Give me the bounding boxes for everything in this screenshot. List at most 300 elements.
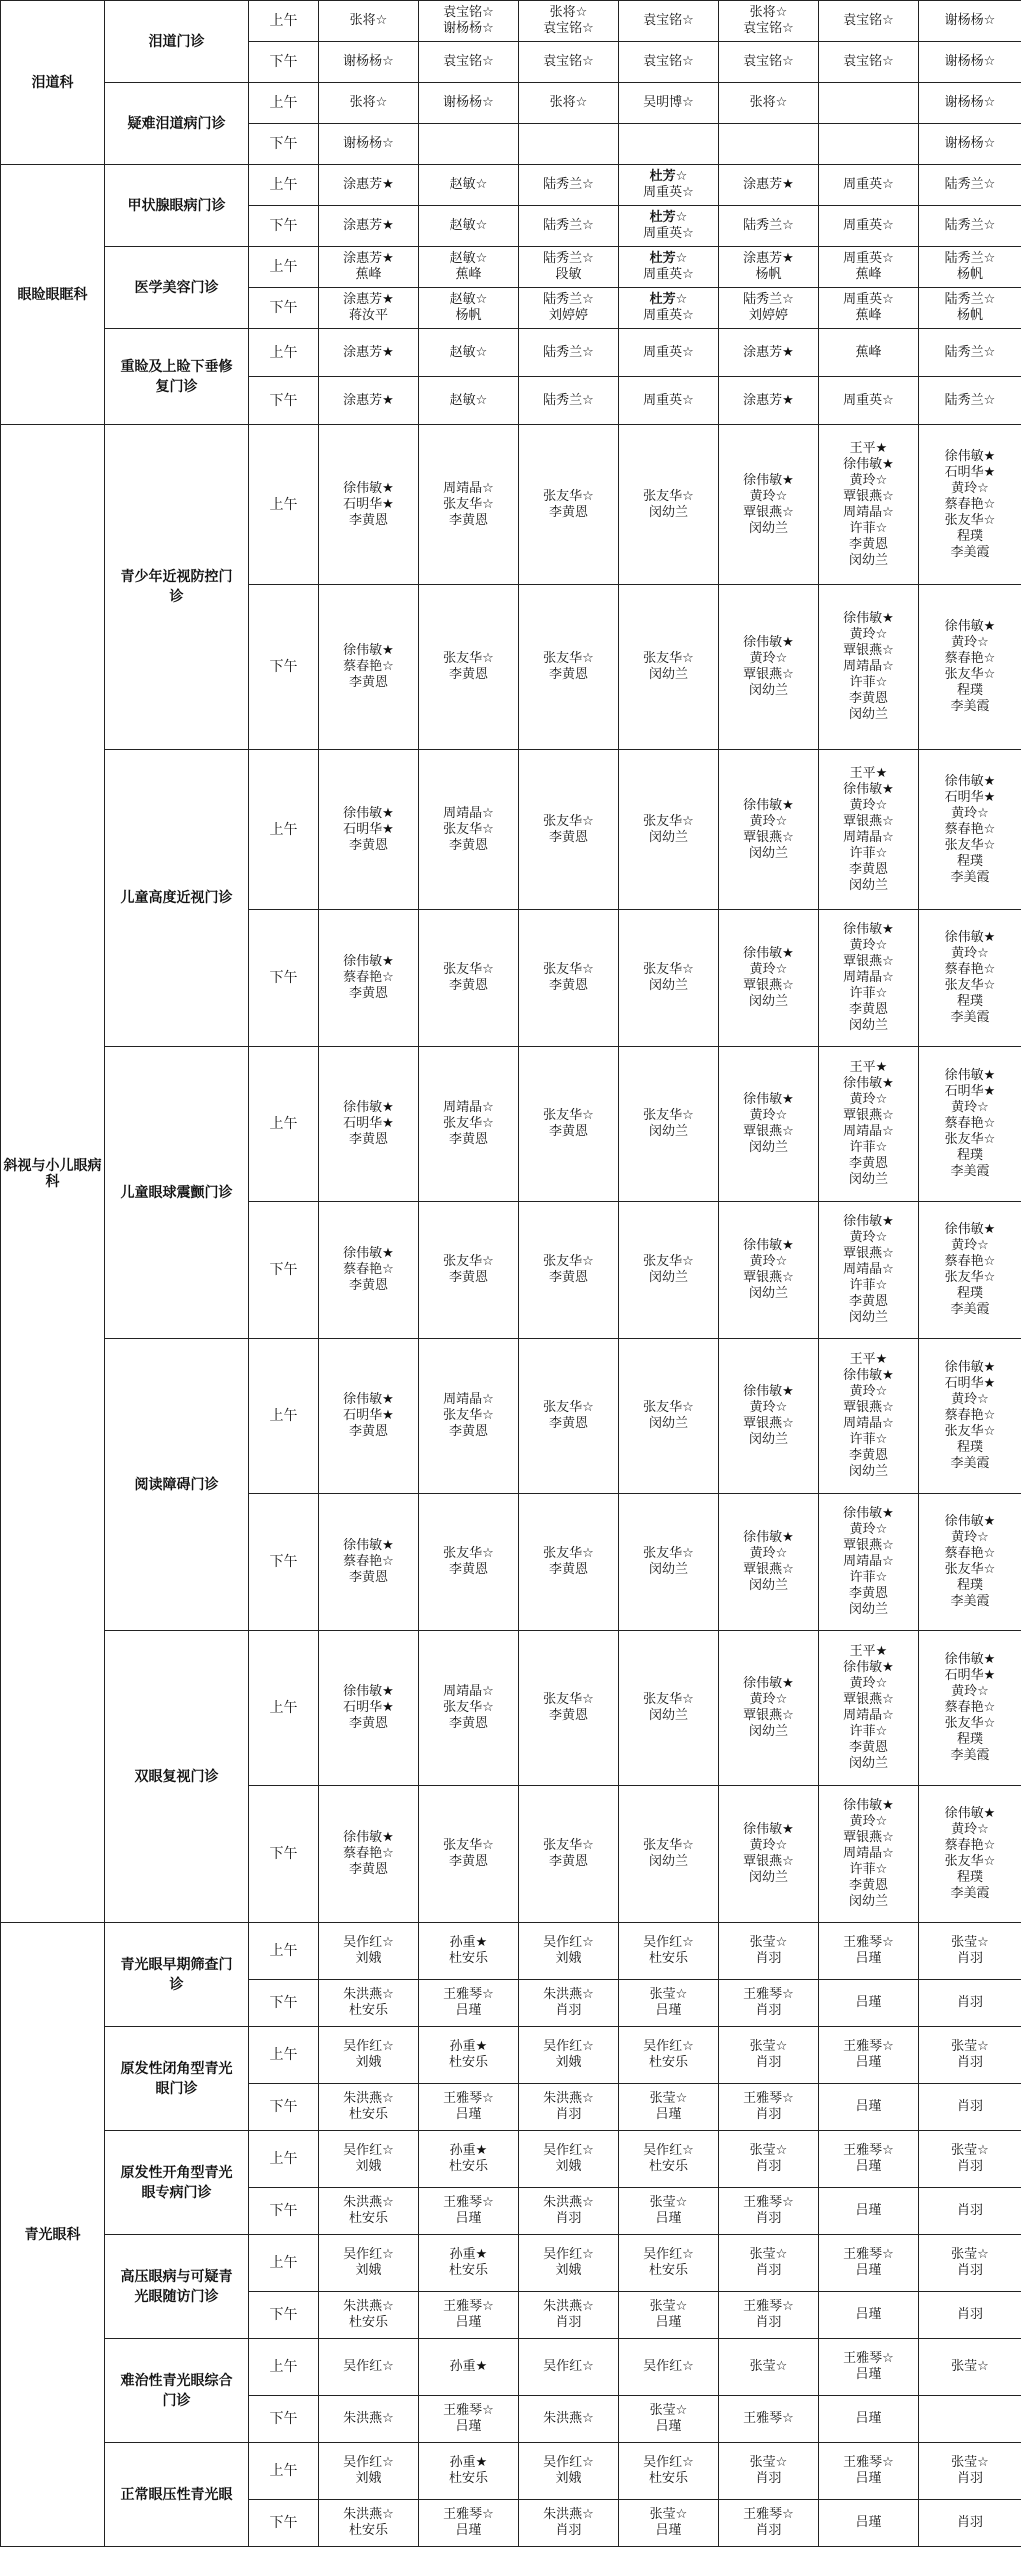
doctor-cell: [719, 165, 819, 206]
doctor-name: 周重英☆: [843, 177, 894, 192]
clinic-name: 阅读障碍门诊: [105, 1339, 249, 1631]
doctor-cell: [919, 288, 1021, 329]
doctor-name: 周靖晶☆: [443, 480, 494, 496]
doctor-name: 蔡春艳☆: [944, 1408, 996, 1423]
doctor-cell: [319, 2292, 419, 2339]
doctor-cell: [619, 2084, 719, 2131]
doctor-name: 张莹☆: [649, 2403, 688, 2418]
doctor-cell: [519, 1494, 619, 1631]
doctor-name: 徐伟敏★: [843, 1660, 894, 1675]
doctor-name: 黄玲☆: [951, 805, 989, 821]
clinic-name: 青光眼早期筛查门诊: [105, 1923, 249, 2027]
doctor-name: 肖羽: [956, 2159, 983, 2174]
doctor-name: 杨帆: [455, 308, 482, 323]
schedule-row: [1, 750, 1021, 910]
doctor-name: 吴作红☆: [343, 2039, 394, 2054]
doctor-cell: [419, 2500, 519, 2547]
doctor-cell: [319, 247, 419, 288]
doctor-name: 吕瑾: [455, 2003, 482, 2018]
doctor-name: 刘娥: [555, 2263, 582, 2278]
doctor-name: 覃银燕☆: [743, 1270, 794, 1285]
doctor-cell: [719, 2235, 819, 2292]
doctor-name: 徐伟敏★: [743, 797, 794, 813]
doctor-name: 徐伟敏★: [843, 1076, 894, 1091]
doctor-cell: [719, 288, 819, 329]
doctor-name: 李黄恩: [548, 1854, 588, 1869]
doctor-cell: [319, 2188, 419, 2235]
doctor-name: 杜芳☆: [649, 210, 688, 225]
doctor-name: 徐伟敏★: [743, 946, 794, 961]
doctor-cell: [319, 1, 419, 42]
doctor-name: 黄玲☆: [849, 1092, 888, 1107]
doctor-name: 闵幼兰: [848, 1018, 888, 1033]
doctor-name: 李美霞: [950, 1594, 990, 1609]
doctor-cell: [419, 2131, 519, 2188]
session-time: 下午: [249, 1202, 319, 1339]
doctor-name: 周靖晶☆: [843, 1554, 894, 1569]
doctor-name: 吴作红☆: [543, 2143, 594, 2158]
doctor-name: 周重英☆: [643, 392, 694, 408]
doctor-cell: [419, 2235, 519, 2292]
doctor-name: 刘娥: [355, 2159, 382, 2174]
doctor-name: 肖羽: [956, 2263, 983, 2278]
doctor-name: 黄玲☆: [749, 1108, 788, 1123]
doctor-name: 黄玲☆: [849, 797, 888, 813]
doctor-name: 周靖晶☆: [843, 1416, 894, 1431]
doctor-name: 张莹☆: [749, 2455, 788, 2470]
doctor-cell: [519, 165, 619, 206]
doctor-name: 蔡春艳☆: [944, 962, 996, 977]
doctor-name: 朱洪燕☆: [543, 2411, 594, 2426]
doctor-name: 闵幼兰: [648, 978, 688, 993]
doctor-cell: [819, 206, 919, 247]
doctor-name: 蔡春艳☆: [343, 1554, 394, 1569]
doctor-name: 蔡春艳☆: [343, 659, 394, 674]
doctor-name: 肖羽: [956, 1995, 983, 2010]
doctor-name: 吴作红☆: [643, 2359, 694, 2374]
doctor-name: 周重英☆: [643, 344, 694, 360]
doctor-cell: [619, 2443, 719, 2500]
doctor-cell: [319, 2084, 419, 2131]
doctor-name: 黄玲☆: [849, 627, 888, 642]
doctor-name: 徐伟敏★: [944, 1806, 996, 1821]
doctor-name: 蕉峰: [455, 267, 482, 282]
doctor-cell: [619, 247, 719, 288]
doctor-name: 张友华☆: [443, 1408, 494, 1423]
doctor-name: 李黄恩: [348, 1132, 388, 1147]
doctor-name: 黄玲☆: [849, 1384, 888, 1399]
doctor-cell: [519, 1631, 619, 1786]
doctor-cell: [719, 2396, 819, 2443]
doctor-name: 张友华☆: [944, 1854, 996, 1869]
doctor-name: 吕瑾: [855, 2471, 882, 2486]
doctor-cell: [519, 247, 619, 288]
doctor-name: 张莹☆: [749, 2039, 788, 2054]
doctor-cell: [919, 2500, 1021, 2547]
doctor-name: 徐伟敏★: [843, 781, 894, 797]
doctor-name: 谢杨杨☆: [343, 136, 394, 151]
doctor-name: 覃银燕☆: [843, 1400, 894, 1415]
clinic-name: 儿童高度近视门诊: [105, 750, 249, 1047]
doctor-name: 闵幼兰: [748, 1578, 788, 1593]
doctor-name: 吴作红☆: [543, 2359, 594, 2374]
doctor-name: 杜芳☆: [649, 251, 688, 266]
doctor-name: 涂惠芳★: [343, 218, 394, 233]
doctor-cell: [619, 1786, 719, 1923]
doctor-cell: [619, 2131, 719, 2188]
doctor-name: 徐伟敏★: [343, 1538, 394, 1553]
doctor-name: 李黄恩: [348, 675, 388, 690]
doctor-cell: [719, 750, 819, 910]
doctor-name: 张友华☆: [944, 1716, 996, 1731]
doctor-name: 谢杨杨☆: [443, 95, 494, 110]
doctor-name: 肖羽: [755, 2523, 782, 2538]
doctor-cell: [919, 2443, 1021, 2500]
session-time: 上午: [249, 83, 319, 124]
session-time: 下午: [249, 42, 319, 83]
doctor-cell: [819, 377, 919, 425]
doctor-name: 张友华☆: [643, 1108, 694, 1123]
doctor-name: 闵幼兰: [848, 1172, 888, 1187]
doctor-name: 程璞: [956, 1870, 983, 1885]
doctor-name: 张友华☆: [443, 821, 494, 837]
doctor-name: 吕瑾: [655, 2107, 682, 2122]
doctor-name: 杜安乐: [648, 2159, 688, 2174]
doctor-name: 黄玲☆: [951, 1238, 989, 1253]
schedule-row: [1, 1631, 1021, 1786]
doctor-name: 涂惠芳★: [743, 177, 794, 192]
doctor-cell: [819, 2396, 919, 2443]
doctor-name: 徐伟敏★: [944, 1068, 996, 1083]
doctor-name: 周重英☆: [643, 185, 694, 200]
doctor-name: 黄玲☆: [749, 1838, 788, 1853]
doctor-name: 肖羽: [956, 2471, 983, 2486]
doctor-cell: [819, 165, 919, 206]
doctor-name: 王雅琴☆: [443, 2091, 494, 2106]
doctor-name: 吕瑾: [855, 2203, 882, 2218]
doctor-name: 杜安乐: [648, 2263, 688, 2278]
doctor-cell: [819, 2443, 919, 2500]
doctor-name: 徐伟敏★: [343, 1392, 394, 1407]
doctor-cell: [419, 1047, 519, 1202]
doctor-name: 朱洪燕☆: [543, 2299, 594, 2314]
doctor-name: 覃银燕☆: [843, 643, 894, 658]
doctor-name: 徐伟敏★: [843, 456, 894, 472]
doctor-cell: [319, 1631, 419, 1786]
session-time: 上午: [249, 165, 319, 206]
doctor-cell: [319, 165, 419, 206]
doctor-cell: [319, 425, 419, 585]
doctor-name: 陆秀兰☆: [944, 218, 996, 233]
doctor-cell: [719, 1, 819, 42]
doctor-cell: [519, 329, 619, 377]
doctor-name: 闵幼兰: [648, 1854, 688, 1869]
doctor-name: 杜安乐: [448, 2263, 488, 2278]
doctor-cell: [819, 288, 919, 329]
doctor-name: 李黄恩: [448, 1270, 488, 1285]
doctor-name: 李黄恩: [848, 861, 888, 877]
doctor-name: 周靖晶☆: [443, 805, 494, 821]
doctor-name: 王雅琴☆: [743, 2507, 794, 2522]
doctor-cell: [919, 1202, 1021, 1339]
doctor-name: 黄玲☆: [749, 488, 788, 504]
doctor-name: 黄玲☆: [849, 938, 888, 953]
doctor-name: 谢杨杨☆: [944, 13, 996, 28]
doctor-name: 张莹☆: [649, 2195, 688, 2210]
doctor-name: 覃银燕☆: [843, 488, 894, 504]
doctor-name: 石明华★: [944, 789, 996, 805]
doctor-name: 朱洪燕☆: [543, 2195, 594, 2210]
doctor-cell: [519, 377, 619, 425]
session-time: 下午: [249, 2292, 319, 2339]
doctor-name: 李黄恩: [548, 504, 588, 520]
doctor-cell: [619, 2500, 719, 2547]
doctor-name: 吕瑾: [855, 2159, 882, 2174]
doctor-name: 石明华★: [343, 1700, 394, 1715]
doctor-cell: [619, 329, 719, 377]
doctor-cell: [919, 2131, 1021, 2188]
doctor-cell: [419, 2027, 519, 2084]
doctor-name: 吴明博☆: [643, 95, 694, 110]
doctor-name: 张友华☆: [443, 1254, 494, 1269]
doctor-cell: [319, 1786, 419, 1923]
doctor-cell: [419, 2396, 519, 2443]
doctor-name: 黄玲☆: [749, 962, 788, 977]
doctor-name: 蔡春艳☆: [944, 1254, 996, 1269]
doctor-cell: [719, 1980, 819, 2027]
session-time: 上午: [249, 425, 319, 585]
doctor-cell: [919, 165, 1021, 206]
doctor-cell: [819, 1047, 919, 1202]
doctor-cell: [919, 2235, 1021, 2292]
doctor-cell: [319, 42, 419, 83]
doctor-cell: [619, 1923, 719, 1980]
doctor-cell: [419, 1339, 519, 1494]
doctor-name: 张友华☆: [643, 962, 694, 977]
doctor-name: 肖羽: [755, 2471, 782, 2486]
doctor-cell: [319, 1339, 419, 1494]
doctor-name: 闵幼兰: [648, 829, 688, 845]
doctor-name: 吴作红☆: [643, 1935, 694, 1950]
doctor-name: 张莹☆: [951, 2039, 989, 2054]
doctor-name: 涂惠芳★: [343, 392, 394, 408]
doctor-name: 刘婷婷: [548, 308, 588, 323]
doctor-cell: [519, 206, 619, 247]
doctor-cell: [619, 2339, 719, 2396]
doctor-name: 吴作红☆: [643, 2039, 694, 2054]
doctor-name: 朱洪燕☆: [543, 2091, 594, 2106]
doctor-name: 吕瑾: [455, 2419, 482, 2434]
doctor-name: 朱洪燕☆: [343, 2411, 394, 2426]
doctor-name: 张莹☆: [951, 2359, 989, 2374]
schedule-body: [1, 1, 1021, 2547]
doctor-name: 闵幼兰: [648, 1270, 688, 1285]
doctor-cell: [719, 2339, 819, 2396]
doctor-name: 蔡春艳☆: [944, 1116, 996, 1131]
doctor-name: 涂惠芳★: [743, 392, 794, 408]
doctor-name: 闵幼兰: [648, 1708, 688, 1723]
doctor-name: 肖羽: [956, 2203, 983, 2218]
doctor-cell: [519, 124, 619, 165]
doctor-name: 黄玲☆: [849, 1522, 888, 1537]
doctor-cell: [719, 247, 819, 288]
doctor-cell: [519, 425, 619, 585]
doctor-cell: [619, 1980, 719, 2027]
doctor-name: 黄玲☆: [849, 1230, 888, 1245]
doctor-cell: [419, 1, 519, 42]
doctor-name: 谢杨杨☆: [443, 21, 494, 36]
doctor-name: 蕉峰: [855, 267, 882, 282]
doctor-name: 肖羽: [755, 2315, 782, 2330]
doctor-name: 许菲☆: [849, 1432, 888, 1447]
doctor-cell: [719, 1202, 819, 1339]
doctor-name: 张友华☆: [944, 512, 996, 528]
doctor-cell: [719, 83, 819, 124]
schedule-row: [1, 2027, 1021, 2084]
doctor-cell: [319, 1980, 419, 2027]
doctor-name: 徐伟敏★: [743, 1238, 794, 1253]
doctor-name: 李黄恩: [848, 1002, 888, 1017]
doctor-name: 张友华☆: [643, 1692, 694, 1707]
doctor-name: 吕瑾: [455, 2315, 482, 2330]
doctor-name: 覃银燕☆: [843, 1692, 894, 1707]
doctor-name: 杜安乐: [348, 2211, 388, 2226]
doctor-cell: [919, 1339, 1021, 1494]
doctor-name: 闵幼兰: [848, 1894, 888, 1909]
doctor-name: 李美霞: [950, 869, 990, 885]
doctor-cell: [419, 377, 519, 425]
doctor-name: 李黄恩: [548, 978, 588, 993]
doctor-name: 闵幼兰: [748, 520, 788, 536]
doctor-cell: [419, 165, 519, 206]
doctor-name: 张将☆: [549, 5, 588, 20]
doctor-cell: [519, 2396, 619, 2443]
schedule-row: [1, 165, 1021, 206]
doctor-name: 蔡春艳☆: [343, 1262, 394, 1277]
doctor-cell: [419, 329, 519, 377]
doctor-name: 程璞: [956, 683, 983, 698]
doctor-name: 周靖晶☆: [843, 1708, 894, 1723]
doctor-name: 王雅琴☆: [743, 2299, 794, 2314]
doctor-cell: [819, 2500, 919, 2547]
doctor-cell: [319, 124, 419, 165]
doctor-name: 张友华☆: [443, 1546, 494, 1561]
doctor-name: 李美霞: [950, 544, 990, 560]
doctor-name: 徐伟敏★: [343, 1830, 394, 1845]
doctor-name: 石明华★: [944, 1084, 996, 1099]
doctor-name: 刘娥: [555, 1951, 582, 1966]
doctor-name: 石明华★: [944, 1376, 996, 1391]
doctor-name: 吕瑾: [855, 2367, 882, 2382]
doctor-cell: [719, 1339, 819, 1494]
doctor-cell: [419, 1494, 519, 1631]
doctor-cell: [919, 1786, 1021, 1923]
doctor-name: 李黄恩: [348, 1278, 388, 1293]
doctor-name: 赵敏☆: [449, 292, 488, 307]
doctor-name: 周重英☆: [843, 218, 894, 233]
doctor-cell: [819, 2235, 919, 2292]
doctor-cell: [719, 124, 819, 165]
doctor-name: 李黄恩: [448, 978, 488, 993]
doctor-name: 张友华☆: [643, 651, 694, 666]
doctor-name: 涂惠芳★: [743, 251, 794, 266]
session-time: 上午: [249, 2235, 319, 2292]
doctor-cell: [919, 2396, 1021, 2443]
doctor-name: 朱洪燕☆: [343, 2299, 394, 2314]
doctor-cell: [819, 1202, 919, 1339]
doctor-name: 赵敏☆: [449, 218, 488, 233]
doctor-cell: [819, 2131, 919, 2188]
doctor-name: 张莹☆: [951, 1935, 989, 1950]
doctor-name: 张友华☆: [543, 651, 594, 666]
doctor-cell: [319, 2500, 419, 2547]
doctor-name: 张莹☆: [649, 2299, 688, 2314]
doctor-name: 张莹☆: [951, 2455, 989, 2470]
doctor-cell: [319, 1494, 419, 1631]
doctor-name: 杨帆: [755, 267, 782, 282]
doctor-name: 杜安乐: [448, 1951, 488, 1966]
doctor-name: 周重英☆: [643, 308, 694, 323]
doctor-name: 蔡春艳☆: [944, 651, 996, 666]
doctor-cell: [719, 910, 819, 1047]
doctor-name: 孙重★: [449, 1935, 488, 1950]
doctor-name: 李黄恩: [548, 1708, 588, 1723]
doctor-cell: [319, 2027, 419, 2084]
doctor-name: 覃银燕☆: [843, 1830, 894, 1845]
doctor-name: 朱洪燕☆: [343, 2091, 394, 2106]
doctor-name: 张友华☆: [443, 651, 494, 666]
doctor-cell: [819, 1923, 919, 1980]
doctor-cell: [319, 2235, 419, 2292]
doctor-name: 闵幼兰: [748, 994, 788, 1009]
doctor-name: 吕瑾: [655, 2003, 682, 2018]
session-time: 下午: [249, 1980, 319, 2027]
doctor-name: 闵幼兰: [748, 845, 788, 861]
doctor-name: 黄玲☆: [951, 946, 989, 961]
doctor-name: 吴作红☆: [543, 2039, 594, 2054]
doctor-name: 程璞: [956, 853, 983, 869]
doctor-name: 孙重★: [449, 2455, 488, 2470]
doctor-name: 张将☆: [749, 95, 788, 110]
doctor-name: 石明华★: [343, 821, 394, 837]
doctor-name: 黄玲☆: [951, 1530, 989, 1545]
doctor-cell: [819, 2188, 919, 2235]
doctor-cell: [719, 2131, 819, 2188]
department-name: 青光眼科: [1, 1923, 105, 2547]
doctor-name: 张友华☆: [643, 813, 694, 829]
doctor-name: 张将☆: [349, 13, 388, 28]
doctor-name: 吕瑾: [655, 2211, 682, 2226]
doctor-name: 周靖晶☆: [843, 659, 894, 674]
doctor-cell: [619, 2292, 719, 2339]
doctor-name: 张友华☆: [944, 1562, 996, 1577]
doctor-name: 徐伟敏★: [343, 1246, 394, 1261]
doctor-cell: [619, 750, 719, 910]
doctor-cell: [719, 206, 819, 247]
doctor-name: 张友华☆: [443, 962, 494, 977]
doctor-name: 刘娥: [355, 1951, 382, 1966]
doctor-name: 徐伟敏★: [343, 1684, 394, 1699]
doctor-name: 杜安乐: [648, 1951, 688, 1966]
doctor-name: 李黄恩: [848, 691, 888, 706]
doctor-cell: [819, 247, 919, 288]
doctor-name: 刘娥: [355, 2471, 382, 2486]
doctor-cell: [919, 1, 1021, 42]
doctor-name: 石明华★: [343, 1408, 394, 1423]
doctor-cell: [719, 377, 819, 425]
doctor-name: 徐伟敏★: [944, 1222, 996, 1237]
doctor-name: 吕瑾: [855, 1995, 882, 2010]
